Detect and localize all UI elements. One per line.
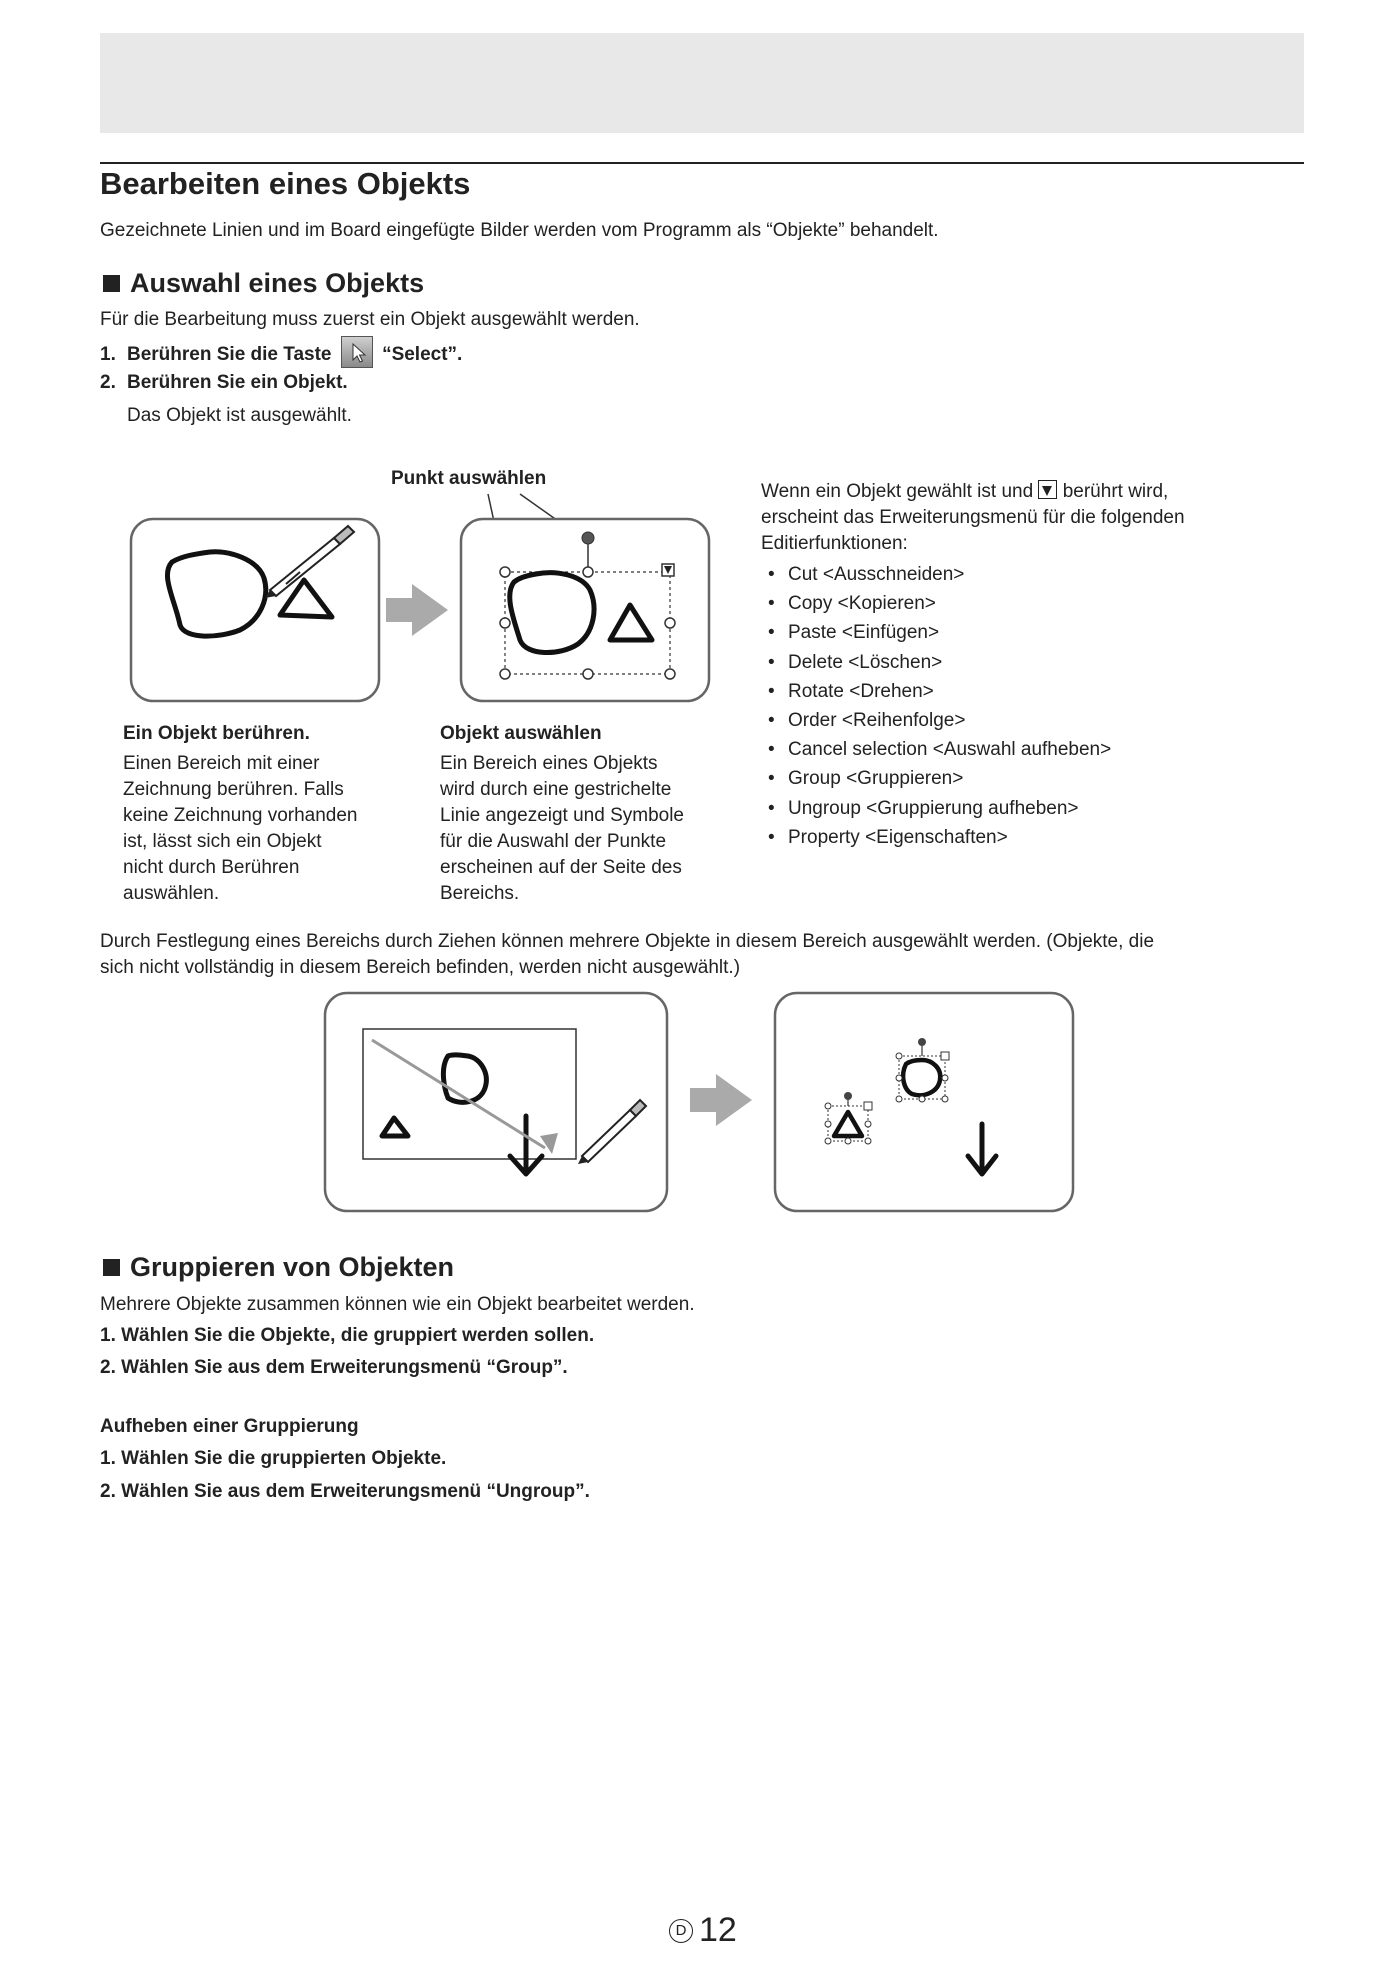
caption-line: keine Zeichnung vorhanden	[123, 805, 358, 826]
group-lead: Mehrere Objekte zusammen können wie ein Objekt bearbeitet werden.	[100, 1294, 695, 1315]
arrow-right-icon	[690, 1074, 752, 1126]
rotate-handle-icon	[844, 1092, 852, 1100]
section-heading-group	[100, 1252, 454, 1283]
menu-intro-line2: erscheint das Erweiterungsmenü für die folgenden	[761, 507, 1185, 528]
section-heading-group-text: Gruppieren von Objekten	[130, 1252, 455, 1282]
rotate-handle-icon	[918, 1038, 926, 1046]
group-step-1: 1. Wählen Sie die Objekte, die gruppiert werden sollen.	[100, 1325, 595, 1346]
list-item: • Rotate <Drehen>	[768, 677, 1111, 706]
section-heading-select	[100, 268, 424, 299]
caption-title: Objekt auswählen	[440, 723, 602, 744]
step-text: Berühren Sie die Taste	[127, 344, 332, 366]
title-rule	[100, 162, 1304, 164]
menu-intro-text: Wenn ein Objekt gewählt ist und	[761, 481, 1034, 502]
select-step-1	[100, 339, 462, 371]
caption-title: Ein Objekt berühren.	[123, 723, 310, 744]
ungroup-heading: Aufheben einer Gruppierung	[100, 1416, 359, 1437]
list-item: • Copy <Kopieren>	[768, 589, 1111, 618]
step-number: 1.	[100, 344, 116, 366]
page-number	[669, 1911, 737, 1950]
caption-line: Zeichnung berühren. Falls	[123, 779, 344, 800]
menu-handle-icon	[941, 1052, 949, 1060]
ungroup-step-2: 2. Wählen Sie aus dem Erweiterungsmenü “Ungroup”.	[100, 1481, 590, 1502]
menu-intro-line3: Editierfunktionen:	[761, 533, 908, 554]
drag-note	[100, 929, 1310, 981]
list-item: • Order <Reihenfolge>	[768, 706, 1111, 735]
caption-line: Ein Bereich eines Objekts	[440, 753, 658, 774]
step-number: 2.	[100, 372, 116, 393]
square-bullet-icon	[103, 1259, 120, 1276]
panel-multi-selected	[775, 993, 1073, 1211]
list-item: • Property <Eigenschaften>	[768, 823, 1111, 852]
caption-line: erscheinen auf der Seite des	[440, 857, 682, 878]
callout-label: Punkt auswählen	[391, 468, 547, 489]
caption-line: auswählen.	[123, 883, 220, 904]
caption-line: Linie angezeigt und Symbole	[440, 805, 685, 826]
drag-note-line1: Durch Festlegung eines Bereichs durch Ziehen können mehrere Objekte in diesem Bereich ausgewählt werden. (Objekte, die	[100, 931, 1155, 952]
caption-selected	[440, 723, 740, 907]
list-item: • Group <Gruppieren>	[768, 764, 1111, 793]
header-band	[100, 33, 1304, 133]
select-tool-icon	[341, 336, 373, 368]
list-item: • Cancel selection <Auswahl aufheben>	[768, 735, 1111, 764]
region-mark-icon: D	[669, 1919, 693, 1943]
section-heading-select-text: Auswahl eines Objekts	[130, 268, 425, 298]
list-item: • Ungroup <Gruppierung aufheben>	[768, 794, 1111, 823]
select-lead: Für die Bearbeitung muss zuerst ein Objekt ausgewählt werden.	[100, 309, 640, 330]
page-number-text: 12	[699, 1911, 737, 1949]
select-step-2	[100, 370, 348, 396]
caption-body	[123, 751, 413, 907]
menu-function-list	[768, 560, 1111, 852]
select-diagram	[100, 480, 740, 710]
menu-intro-text-after: berührt wird,	[1062, 481, 1169, 502]
group-step-2: 2. Wählen Sie aus dem Erweiterungsmenü “Group”.	[100, 1357, 568, 1378]
caption-line: wird durch eine gestrichelte	[440, 779, 672, 800]
drag-note-line2: sich nicht vollständig in diesem Bereich befinden, werden nicht ausgewählt.)	[100, 957, 741, 978]
rotate-handle-icon	[582, 532, 594, 544]
list-item: • Delete <Löschen>	[768, 648, 1111, 677]
caption-line: für die Auswahl der Punkte	[440, 831, 667, 852]
arrow-right-icon	[386, 584, 448, 636]
panel-drag	[325, 993, 667, 1211]
select-result: Das Objekt ist ausgewählt.	[127, 405, 352, 426]
menu-trigger-icon	[1038, 480, 1057, 499]
caption-line: ist, lässt sich ein Objekt	[123, 831, 322, 852]
drag-select-diagram	[320, 988, 1080, 1213]
caption-touch	[123, 723, 413, 907]
menu-intro	[761, 479, 1281, 557]
caption-line: nicht durch Berühren	[123, 857, 300, 878]
step-text-after: “Select”.	[382, 344, 463, 366]
ungroup-step-1: 1. Wählen Sie die gruppierten Objekte.	[100, 1448, 447, 1469]
list-item: • Cut <Ausschneiden>	[768, 560, 1111, 589]
menu-handle-icon	[864, 1102, 872, 1110]
caption-line: Einen Bereich mit einer	[123, 753, 320, 774]
panel-touch	[131, 519, 379, 701]
square-bullet-icon	[103, 275, 120, 292]
step-text: Berühren Sie ein Objekt.	[127, 372, 348, 393]
list-item: • Paste <Einfügen>	[768, 618, 1111, 647]
menu-intro-line1	[761, 479, 1281, 505]
intro-text: Gezeichnete Linien und im Board eingefügte Bilder werden vom Programm als “Objekte” behandelt.	[100, 220, 939, 241]
caption-line: Bereichs.	[440, 883, 520, 904]
page-title: Bearbeiten eines Objekts	[100, 166, 471, 201]
caption-body	[440, 751, 740, 907]
